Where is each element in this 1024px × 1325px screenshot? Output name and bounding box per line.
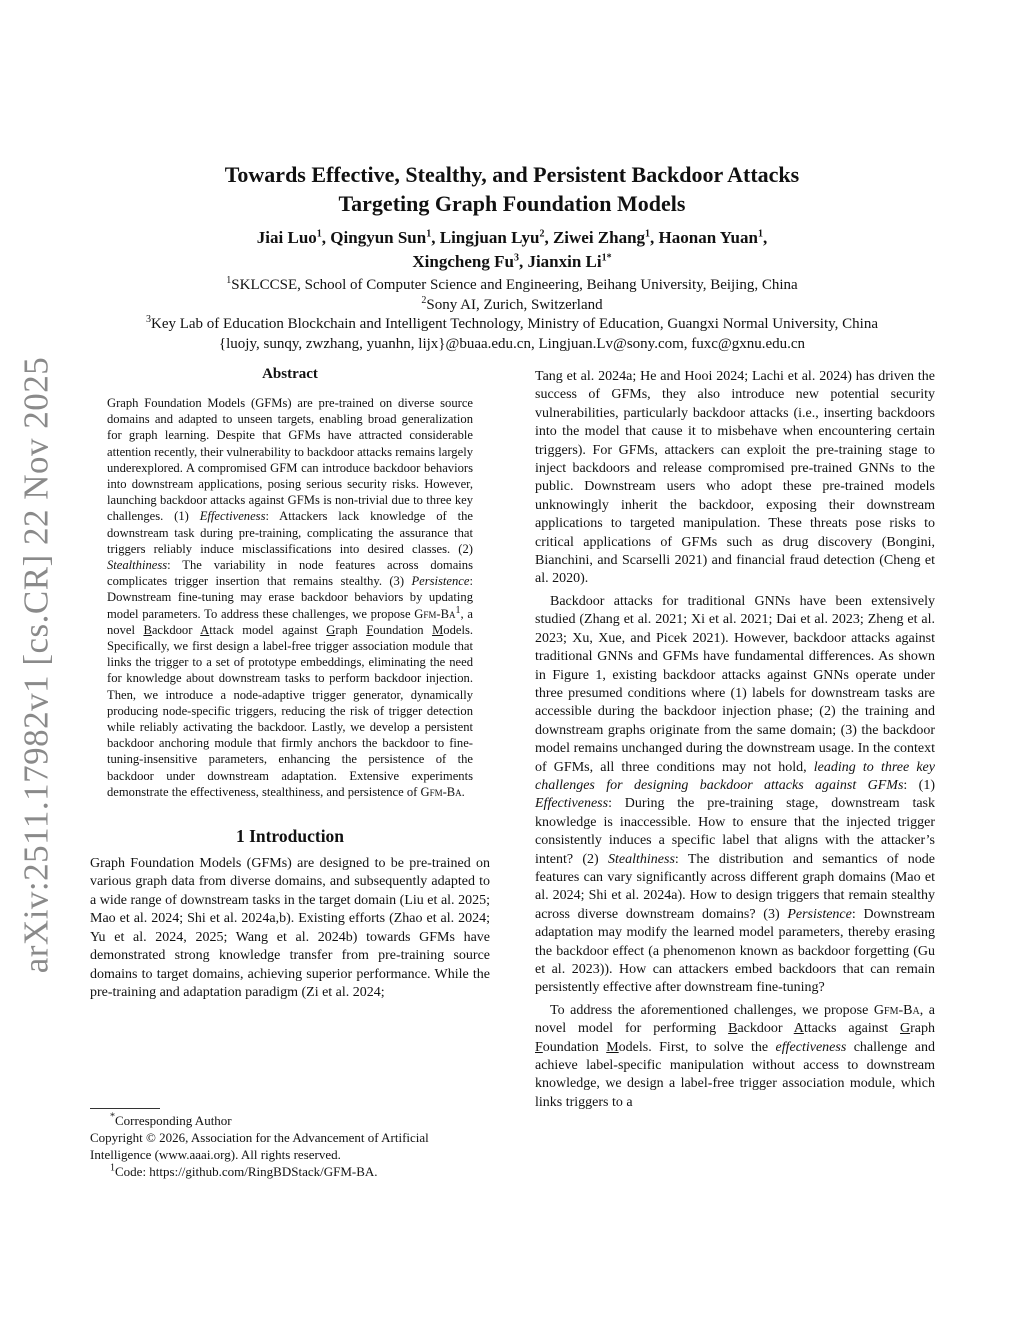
paper-header — [0, 160, 1024, 354]
affiliation-3 — [0, 315, 1024, 335]
author-affil-mark: 3 — [513, 252, 519, 264]
arxiv-id-text: arXiv:2511.17982v1 [cs.CR] 22 Nov 2025 — [16, 356, 56, 974]
affil-mark: 2 — [421, 294, 427, 306]
footnote-rule — [90, 1108, 160, 1109]
author-name: Qingyun Sun — [330, 228, 427, 247]
footnote-copyright: Copyright © 2026, Association for the Advancement of Artificial Intelligence (www.aaai.org). All rights reserved. — [90, 1130, 429, 1162]
model-name: Gfm-Ba — [873, 1002, 920, 1018]
author-affil-mark: 2 — [539, 228, 545, 240]
affil-text: SKLCCSE, School of Computer Science and Engineering, Beihang University, Beijing, China — [231, 277, 798, 293]
right-paragraph-3: To address the aforementioned challenges, we propose Gfm-Ba, a novel model for performing Backdoor Attacks against Graph Foundation Models. First, to solve the effectiveness challenge and achieve label-specific manipulation without access to downstream knowledge, we design a label-free trigger association module, which links triggers to a — [535, 1002, 936, 1110]
author-line-2: Xingcheng Fu$^3$, Jianxin $Li^{1*}$ — [412, 252, 612, 271]
author-name: Ziwei Zhang — [552, 228, 646, 247]
abstract-body: Graph Foundation Models (GFMs) are pre-trained on diverse source domains and adapted to unseen targets, enabling broad generalization for graph learning. Despite that GFMs have attracted considerable attention recently, their vulnerability to backdoor attacks remains largely underexplored. A compromised GFM can introduce backdoor behaviors into downstream applications, posing serious security risks. However, launching backdoor attacks against GFMs is non-trivial due to three key challenges. (1) Effectiveness: Attackers lack knowledge of the downstream task during pre-training, complicating the assurance that triggers reliably induce misclassifications into desired classes. (2) Stealthiness: The variability in node features across domains complicates trigger insertion that remains stealthy. (3) Persistence: Downstream fine-tuning may erase backdoor behaviors by updating model parameters. To address these challenges, we propose Gfm-Ba$^1$, a novel Backdoor Attack model against Graph Foundation Models. Specifically, we first design a label-free trigger association module that links the trigger to a set of prototype embeddings, eliminating the need for knowledge about downstream tasks to perform backdoor injection. Then, we introduce a node-adaptive trigger generator, dynamically producing node-specific triggers, reducing the risk of trigger detection while reliably activating the backdoor. Lastly, we develop a persistent backdoor anchoring module that firmly anchors the backdoor to fine-tuning-insensitive parameters, enhancing the persistence of the backdoor under downstream adaptation. Extensive experiments demonstrate the effectiveness, stealthiness, and persistence of Gfm-Ba. — [107, 396, 473, 799]
author-list — [0, 226, 1024, 274]
affil-mark: 1 — [226, 275, 232, 286]
footnotes — [90, 1108, 490, 1180]
right-paragraph-1: Tang et al. 2024a; He and Hooi 2024; Lachi et al. 2024) has driven the success of GFMs, they also introduce new potential security vulnerabilities, particularly backdoor attacks (i.e., inserting backdoors into the model that cause it to misbehave when encountering certain triggers). For GFMs, attackers can exploit the pre-training stage to inject backdoors and release compromised pre-trained GNNs to the public. Downstream users who adopt these pre-trained models unknowingly inherit the backdoor, exposing their downstream applications to targeted manipulation. These threats pose risks to critical applications of GFMs such as drug discovery (Bongini, Bianchini, and Scarselli 2021) and financial fraud detection (Cheng et al. 2020). — [535, 369, 935, 587]
affil-mark: 3 — [146, 314, 151, 325]
author-affil-mark: 1 — [316, 228, 322, 240]
arxiv-identifier-stamp — [8, 356, 64, 974]
affiliation-1 — [0, 276, 1024, 296]
affiliations — [0, 276, 1024, 354]
author-name: Xingcheng Fu — [412, 252, 514, 271]
title-line-1: Towards Effective, Stealthy, and Persistent Backdoor Attacks — [224, 162, 800, 187]
paper-title — [0, 160, 1024, 218]
author-affil-mark: 1* — [601, 252, 612, 264]
right-paragraph-2: Backdoor attacks for traditional GNNs have been extensively studied (Zhang et al. 2021; Xi et al. 2021; Dai et al. 2023; Zheng et al. 2023; Xu, Xue, and Picek 2021). However, backdoor attacks against traditional GNNs and GFMs have fundamental differences. As shown in Figure 1, existing backdoor attacks against GNNs operate under three presumed conditions where (1) labels for downstream tasks are accessible during the backdoor injection phase; (2) the training and downstream graphs originate from the same domain; (3) the backdoor model remains unchanged during the downstream usage. In the context of GFMs, all three conditions may not hold, leading to three key challenges for designing backdoor attacks against GFMs: (1) Effectiveness: During the pre-training stage, downstream task knowledge is inaccessible. How to ensure that the injected trigger consistently induces a specific label that aligns with the attacker’s intent? (2) Stealthiness: The distribution and semantics of node features can vary significantly across different graph domains (Mao et al. 2024; Shi et al. 2024a). How to design triggers that remain stealthy across diverse downstream domains? (3) Persistence: Downstream adaptation may modify the learned model parameters, thereby erasing the backdoor effect (a phenomenon known as backdoor forgetting (Gu et al. 2023)). How can attackers embed backdoors that can remain persistently effective after downstream fine-tuning? — [535, 593, 935, 996]
author-affil-mark: 1 — [426, 228, 432, 240]
affil-text: Key Lab of Education Blockchain and Intelligent Technology, Ministry of Education, Guangxi Normal University, China — [151, 316, 878, 332]
author-affil-mark: 1 — [645, 228, 651, 240]
affil-text: Sony AI, Zurich, Switzerland — [426, 296, 603, 313]
footnote-corresponding: *Corresponding Author — [110, 1111, 232, 1128]
left-column — [90, 366, 490, 1002]
model-name: Gfm-Ba — [414, 606, 456, 621]
author-name: Lingjuan Lyu — [439, 228, 540, 247]
intro-paragraph-1: Graph Foundation Models (GFMs) are designed to be pre-trained on various graph data from diverse domains, and subsequently adapted to a wide range of downstream tasks in the target domain (Liu et al. 2025; Mao et al. 2024; Shi et al. 2024a,b). Existing efforts (Zhao et al. 2024; Yu et al. 2024, 2025; Wang et al. 2024b) towards GFMs have demonstrated strong knowledge transfer from pre-training source domains to target domains, achieving superior performance. While the pre-training and adaptation paradigm (Zi et al. 2024; — [90, 856, 490, 1000]
author-affil-mark: 1 — [757, 228, 763, 240]
right-column — [535, 368, 935, 1112]
affiliation-2 — [0, 296, 1024, 316]
footnote-code: $^1$Code: https://github.com/RingBDStack/GFM-BA. — [110, 1162, 378, 1179]
author-name: Haonan Yuan — [658, 228, 758, 247]
author-name: Jianxin Li — [527, 252, 602, 271]
author-line-1: Jiai Luo$^1$, Qingyun Sun$^1$, Lingjuan Lyu$^2$, Ziwei Zhang$^1$, Haonan Yuan$^1$, — [256, 228, 768, 247]
author-emails: {luojy, sunqy, zwzhang, yuanhn, lijx}@buaa.edu.cn, Lingjuan.Lv@sony.com, fuxc@gxnu.edu.cn — [218, 335, 806, 352]
author-name: Jiai Luo — [256, 228, 317, 247]
model-name: Gfm-Ba — [420, 784, 462, 799]
section-heading-introduction: 1 Introduction — [235, 826, 345, 847]
abstract-heading: Abstract — [262, 366, 318, 382]
title-line-2: Targeting Graph Foundation Models — [338, 191, 686, 216]
footnote-mark: 1 — [455, 604, 461, 616]
